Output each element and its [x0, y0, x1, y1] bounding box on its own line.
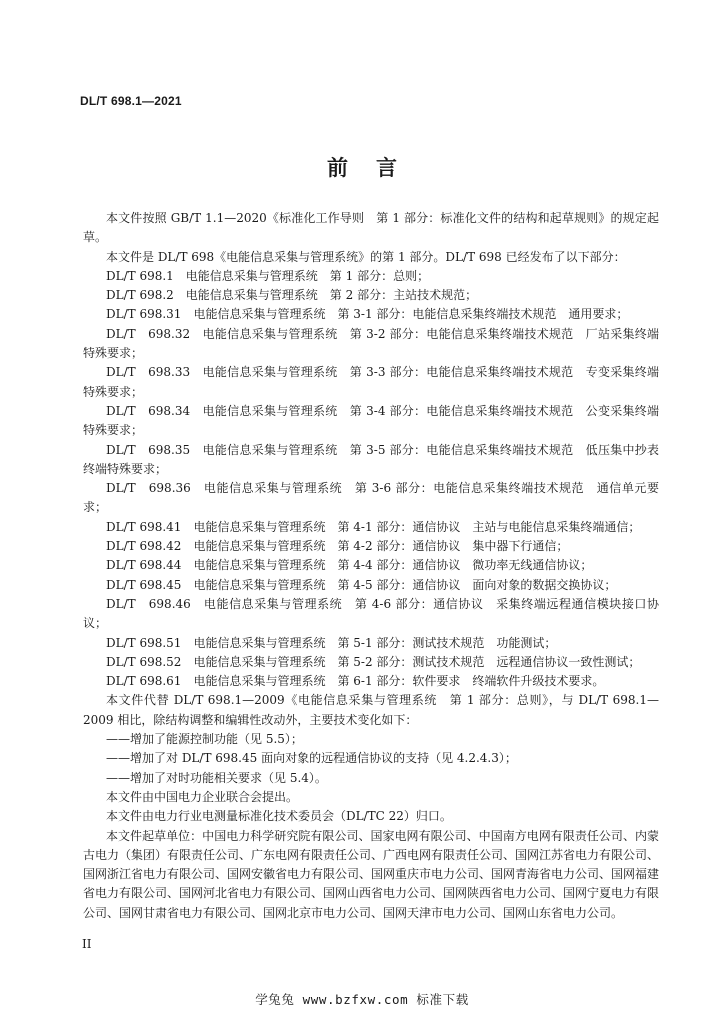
- list-item-part: DL/T 698.1 电能信息采集与管理系统 第 1 部分：总则；: [106, 268, 430, 283]
- paragraph-proposed-by: 本文件由中国电力企业联合会提出。: [106, 789, 299, 804]
- page-number: II: [82, 937, 92, 951]
- list-item-part: DL/T 698.51 电能信息采集与管理系统 第 5-1 部分：测试技术规范 功能测试；: [106, 635, 557, 650]
- paragraph-drafting-units: 本文件起草单位：中国电力科学研究院有限公司、国家电网有限公司、中国南方电网有限责任公司、内蒙古电力（集团）有限责任公司、广东电网有限责任公司、广西电网有限责任公司、国网江苏省电力有限公司、国网浙江省电力有限公司、国网安徽省电力有限公司、国网重庆市电力公司、国网青海省电力公司、国网福建省电力有限公司、国网河北省电力有限公司、国网山西省电力公司、国网陕西省电力公司、国网宁夏电力有限公司、国网甘肃省电力有限公司、国网北京市电力公司、国网天津市电力公司、国网山东省电力公司。: [83, 828, 660, 920]
- list-item-part: DL/T 698.44 电能信息采集与管理系统 第 4-4 部分：通信协议 微功率无线通信协议；: [106, 558, 593, 573]
- list-item-part: DL/T 698.34 电能信息采集与管理系统 第 3-4 部分：电能信息采集终端技术规范 公变采集终端特殊要求；: [83, 403, 659, 438]
- list-item-part: DL/T 698.32 电能信息采集与管理系统 第 3-2 部分：电能信息采集终端技术规范 厂站采集终端特殊要求；: [83, 326, 659, 361]
- list-item-part: DL/T 698.33 电能信息采集与管理系统 第 3-3 部分：电能信息采集终端技术规范 专变采集终端特殊要求；: [83, 365, 659, 399]
- list-item-part: DL/T 698.42 电能信息采集与管理系统 第 4-2 部分：通信协议 集中器下行通信；: [106, 539, 569, 554]
- paragraph-parts-intro: 本文件是 DL/T 698《电能信息采集与管理系统》的第 1 部分。DL/T 698 已经发布了以下部分：: [106, 249, 626, 264]
- paragraph-centralized-by: 本文件由电力行业电测量标准化技术委员会（DL/TC 22）归口。: [106, 809, 452, 824]
- paragraph-replaces: 本文件代替 DL/T 698.1—2009《电能信息采集与管理系统 第 1 部分：总则》，与 DL/T 698.1—2009 相比，除结构调整和编辑性改动外，主要技术变化如下：: [83, 693, 659, 727]
- list-item-part: DL/T 698.45 电能信息采集与管理系统 第 4-5 部分：通信协议 面向对象的数据交换协议；: [106, 577, 617, 592]
- standard-code-header: DL/T 698.1—2021: [80, 94, 182, 108]
- page-title: 前言: [327, 156, 425, 180]
- download-watermark: 学兔兔 www.bzfxw.com 标准下载: [255, 992, 469, 1007]
- foreword-body: [83, 209, 659, 923]
- list-item-part: DL/T 698.61 电能信息采集与管理系统 第 6-1 部分：软件要求 终端软件升级技术要求。: [106, 674, 605, 689]
- list-item-part: DL/T 698.46 电能信息采集与管理系统 第 4-6 部分：通信协议 采集终端远程通信模块接口协议；: [83, 596, 659, 631]
- paragraph-drafting-rules: 本文件按照 GB/T 1.1—2020《标准化工作导则 第 1 部分：标准化文件的结构和起草规则》的规定起草。: [83, 211, 659, 245]
- list-item-part: DL/T 698.36 电能信息采集与管理系统 第 3-6 部分：电能信息采集终端技术规范 通信单元要求；: [83, 481, 659, 515]
- list-item-part: DL/T 698.31 电能信息采集与管理系统 第 3-1 部分：电能信息采集终端技术规范 通用要求；: [106, 307, 629, 322]
- list-item-part: DL/T 698.35 电能信息采集与管理系统 第 3-5 部分：电能信息采集终端技术规范 低压集中抄表终端特殊要求；: [83, 442, 659, 476]
- list-item-part: DL/T 698.2 电能信息采集与管理系统 第 2 部分：主站技术规范；: [106, 288, 478, 303]
- list-item-change: ——增加了能源控制功能（见 5.5）；: [106, 732, 303, 747]
- list-item-part: DL/T 698.41 电能信息采集与管理系统 第 4-1 部分：通信协议 主站与电能信息采集终端通信；: [106, 519, 641, 534]
- list-item-part: DL/T 698.52 电能信息采集与管理系统 第 5-2 部分：测试技术规范 远程通信协议一致性测试；: [106, 654, 641, 669]
- list-item-change: ——增加了对时功能相关要求（见 5.4）。: [106, 770, 327, 785]
- list-item-change: ——增加了对 DL/T 698.45 面向对象的远程通信协议的支持（见 4.2.4.3）；: [106, 751, 517, 766]
